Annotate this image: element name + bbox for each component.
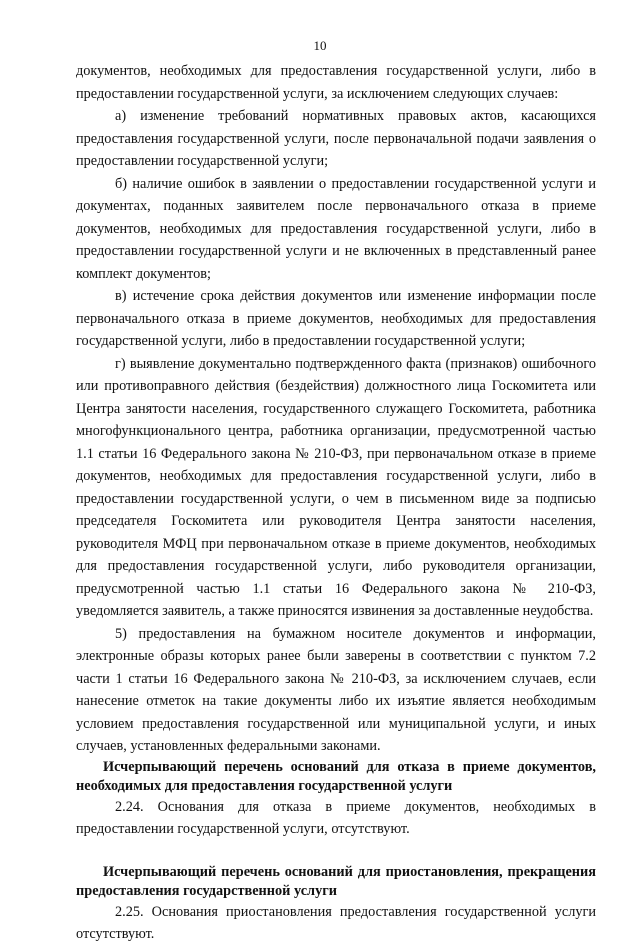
paragraph-item-v: в) истечение срока действия документов или изменение информации после первоначального отказа в приеме документов, необходимых для предоставления государственной услуги, либо в предоставлении государственной услуги; <box>76 288 596 349</box>
paragraph-item-b: б) наличие ошибок в заявлении о предоставлении государственной услуги и документах, поданных заявителем после первоначального отказа в приеме документов, необходимых для предоставления государственной услуги, либо в предоставлении государственной услуги и не включенных в представленный ранее комплект документов; <box>76 175 596 282</box>
section-heading-suspension: Исчерпывающий перечень оснований для приостановления, прекращения предоставления государственной услуги <box>76 863 596 899</box>
paragraph-continuation: документов, необходимых для предоставления государственной услуги, либо в предоставлении государственной услуги, за исключением следующих случаев: <box>76 63 596 102</box>
page-number: 10 <box>313 38 327 53</box>
paragraph-item-5: 5) предоставления на бумажном носителе документов и информации, электронные образы которых ранее были заверены в соответствии с пунктом 7.2 части 1 статьи 16 Федерального закона № 210-ФЗ, за исключением случаев, если нанесение отметок на такие документы либо их изъятие является необходимым условием предоставления государственной или муниципальной услуги, и иных случаев, установленных федеральными законами. <box>76 625 596 754</box>
paragraph-item-g: г) выявление документально подтвержденного факта (признаков) ошибочного или противоправного действия (бездействия) должностного лица Госкомитета или Центра занятости населения, государственного служащего Госкомитета, работника многофункционального центра, работника организации, предусмотренной частью 1.1 статьи 16 Федерального закона № 210-ФЗ, при первоначальном отказе в приеме документов, необходимых для предоставления государственной услуги, либо в предоставлении государственной услуги, о чем в письменном виде за подписью председателя Госкомитета или руководителя Центра занятости населения, руководителя МФЦ при первоначальном отказе в приеме документов, необходимых для предоставления государственной услуги, либо руководителя организации, предусмотренной частью 1.1 статьи 16 Федерального закона № 210-ФЗ, уведомляется заявитель, а также приносятся извинения за доставленные неудобства. <box>76 355 596 619</box>
section-gap <box>76 841 596 863</box>
paragraph-2-25: 2.25. Основания приостановления предоставления государственной услуги отсутствуют. <box>76 903 596 942</box>
paragraph-item-a: а) изменение требований нормативных правовых актов, касающихся предоставления государственной услуги, после первоначальной подачи заявления о предоставлении государственной услуги; <box>76 108 596 169</box>
paragraph-2-24: 2.24. Основания для отказа в приеме документов, необходимых в предоставлении государственной услуги, отсутствуют. <box>76 798 596 837</box>
section-heading-refusal: Исчерпывающий перечень оснований для отказа в приеме документов, необходимых для предоставления государственной услуги <box>76 758 596 794</box>
document-body <box>76 60 596 946</box>
